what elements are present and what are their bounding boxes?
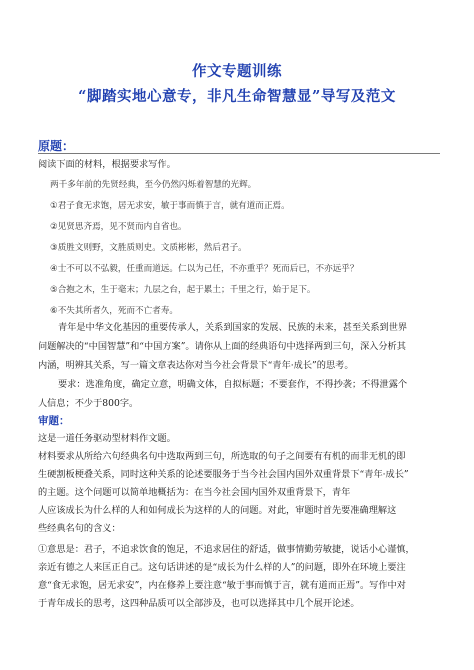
paragraph-line: 青年是中华文化基因的重要传承人，关系到国家的发展、民族的未来，甚至关系到世界 xyxy=(58,322,408,333)
paragraph-line: ①意思是：君子，不追求饮食的饱足，不追求居住的舒适，做事情勤劳敏捷，说话小心谨慎， xyxy=(38,544,415,555)
paragraph-line: 材料要求从所给六句经典名句中选取两到三句，所选取的句子之间要有有机的而非无机的即 xyxy=(38,451,406,462)
paragraph-line: 的主题。这个问题可以简单地概括为：在当今社会国内国外双重背景下，青年 xyxy=(38,487,351,498)
quote-2: ②见贤思齐焉，见不贤而内自省也。 xyxy=(50,222,187,232)
paragraph-line: 亲近有德之人来匡正自己。这句话讲述的是“成长为什么样的人”的问题，即外在环境上要注 xyxy=(38,562,406,573)
quote-1: ①君子食无求饱，居无求安，敏于事而慎于言，就有道而正焉。 xyxy=(50,201,290,211)
paragraph-line: 于青年成长的思考，这四种品质可以全部涉及，也可以选择其中几个展开论述。 xyxy=(38,598,360,609)
divider xyxy=(38,153,440,154)
requirement-line: 要求：选准角度，确定立意，明确文体，自拟标题；不要套作，不得抄袭；不得泄露个 xyxy=(58,379,408,390)
document-title: 作文专题训练 xyxy=(192,63,282,80)
paragraph-line: 人应该成长为什么样的人和如何成长为这样的人的问题。对此，审题时首先要准确理解这 xyxy=(38,505,397,516)
paragraph-line: 问题解决的“中国智慧”和“中国方案”。请你从上面的经典语句中选择两到三句，深入分析其 xyxy=(38,341,406,352)
quote-4: ④士不可以不弘毅，任重而道远。仁以为己任，不亦重乎？死而后已，不亦远乎？ xyxy=(50,264,359,274)
paragraph-line: 些经典名句的含义： xyxy=(38,523,121,534)
quote-lead: 两千多年前的先贤经典，至今仍然闪烁着智慧的光辉。 xyxy=(50,180,257,190)
quote-5: ⑤合抱之木，生于毫末；九层之台，起于累土；千里之行，始于足下。 xyxy=(50,285,316,295)
intro-text: 阅读下面的材料，根据要求写作。 xyxy=(38,159,176,170)
paragraph-line: 生硬割板梗叠关系，同时这种关系的论述要服务于当今社会国内国外双重背景下“青年·成长” xyxy=(38,469,409,480)
paragraph-line: 意“食无求饱，居无求安”，内在修养上要注意“敏于事而慎于言，就有道而正焉”。写作中对 xyxy=(38,580,406,591)
quote-3: ③质胜文则野，文胜质则史。文质彬彬，然后君子。 xyxy=(50,243,247,253)
section-heading-analysis: 审题： xyxy=(38,415,70,427)
analysis-intro: 这是一道任务驱动型材料作文题。 xyxy=(38,433,176,444)
document-subtitle: “脚踏实地心意专，非凡生命智慧显”导写及范文 xyxy=(78,88,396,105)
requirement-line: 人信息；不少于800字。 xyxy=(38,398,139,409)
section-heading-original: 原题： xyxy=(38,139,75,153)
paragraph-line: 内涵，明辨其关系，写一篇文章表达你对当今社会背景下“青年·成长”的思考。 xyxy=(38,360,354,371)
quote-6: ⑥不失其所者久，死而不亡者寿。 xyxy=(50,306,179,316)
